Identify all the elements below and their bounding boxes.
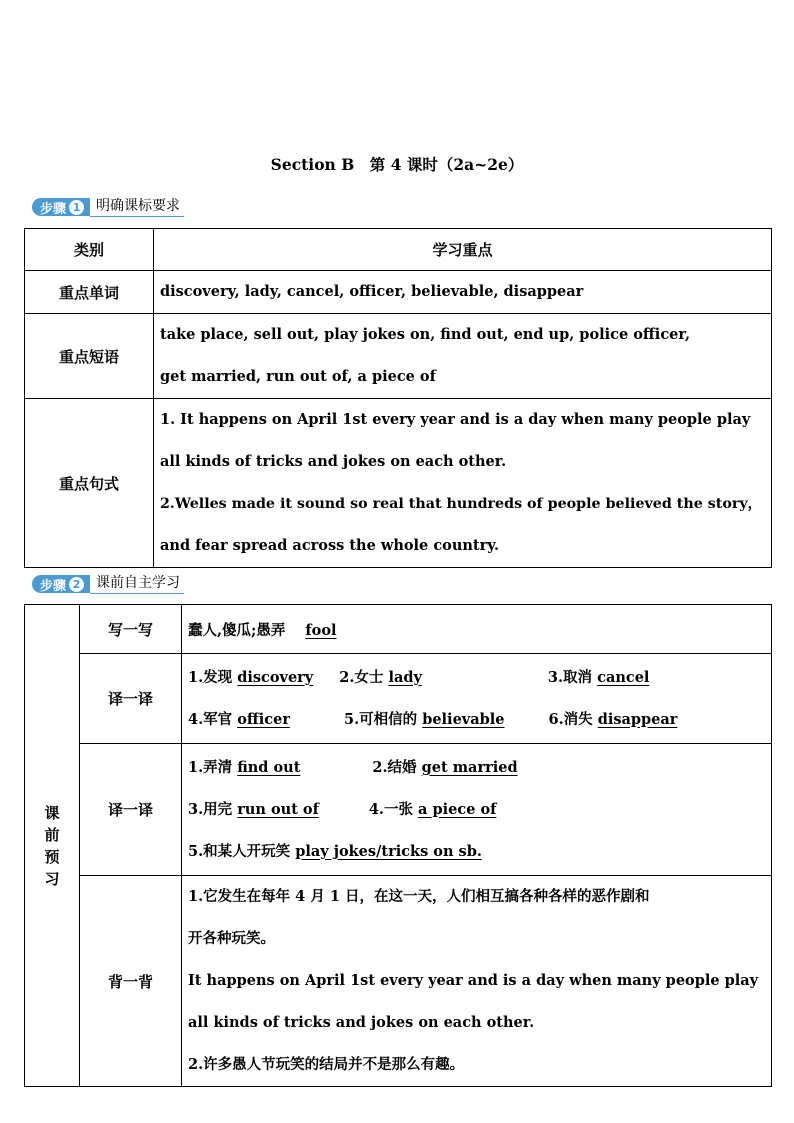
step-1-badge (32, 198, 90, 216)
preview-table (24, 604, 772, 1087)
content-line: and fear spread across the whole country. (160, 537, 500, 554)
page-title: Section B 第 4 课时（2a~2e） (270, 155, 524, 174)
content-line: 1.它发生在每年 4 月 1 日，在这一天，人们相互搞各种各样的恶作剧和 (188, 888, 650, 905)
content-line: all kinds of tricks and jokes on each other. (188, 1014, 535, 1031)
recite-label: 背一背 (80, 876, 182, 1087)
content-line: 2.许多愚人节玩笑的结局并不是那么有趣。 (188, 1056, 465, 1073)
content-line: discovery, lady, cancel, officer, believable, disappear (160, 283, 584, 300)
write-answer: fool (305, 621, 337, 639)
step-2-label: 步骤 (40, 578, 67, 594)
content-line: 开各种玩笑。 (188, 930, 275, 947)
content-line: 1.弄清 find out 2.结婚 get married (188, 758, 518, 776)
translate-words-content (182, 654, 772, 744)
table-row (25, 271, 772, 314)
table-row (25, 314, 772, 399)
write-prompt: 蠢人,傻瓜;愚弄 (188, 621, 286, 639)
write-label: 写一写 (80, 605, 182, 654)
content-line: get married, run out of, a piece of (160, 368, 436, 385)
content-line: It happens on April 1st every year and is a day when many people play (188, 972, 759, 989)
content-line: 4.军官 officer 5.可相信的 believable 6.消失 disappear (188, 710, 678, 728)
content-line: all kinds of tricks and jokes on each other. (160, 453, 507, 470)
step-2-number: 2 (69, 577, 84, 592)
step-2-badge (32, 575, 90, 593)
row-content (154, 314, 772, 399)
translate-phrases-label: 译一译 (80, 744, 182, 876)
header-category: 类别 (25, 229, 154, 271)
content-line: 1. It happens on April 1st every year and is a day when many people play (160, 411, 751, 428)
step-2-heading (32, 574, 184, 594)
row-content (154, 271, 772, 314)
recite-content (182, 876, 772, 1087)
table-row (25, 399, 772, 568)
curriculum-table (24, 228, 772, 568)
write-content (182, 605, 772, 654)
header-focus: 学习重点 (154, 229, 772, 271)
row-content (154, 399, 772, 568)
step-1-text: 明确课标要求 (90, 197, 184, 217)
step-1-number: 1 (69, 200, 84, 215)
row-category: 重点句式 (25, 399, 154, 568)
step-2-text: 课前自主学习 (90, 574, 184, 594)
row-category: 重点单词 (25, 271, 154, 314)
content-line: take place, sell out, play jokes on, find out, end up, police officer, (160, 326, 691, 343)
content-line: 3.用完 run out of 4.一张 a piece of (188, 800, 497, 818)
content-line: 2.Welles made it sound so real that hundreds of people believed the story， (160, 496, 762, 512)
row-category: 重点短语 (25, 314, 154, 399)
translate-words-label: 译一译 (80, 654, 182, 744)
translate-phrases-content (182, 744, 772, 876)
step-1-heading (32, 197, 184, 217)
step-1-label: 步骤 (40, 201, 67, 217)
side-label: 课 前 预 习 (25, 605, 80, 1087)
content-line: 5.和某人开玩笑 play jokes/tricks on sb. (188, 842, 482, 860)
content-line: 1.发现 discovery 2.女士 lady 3.取消 cancel (188, 668, 650, 686)
